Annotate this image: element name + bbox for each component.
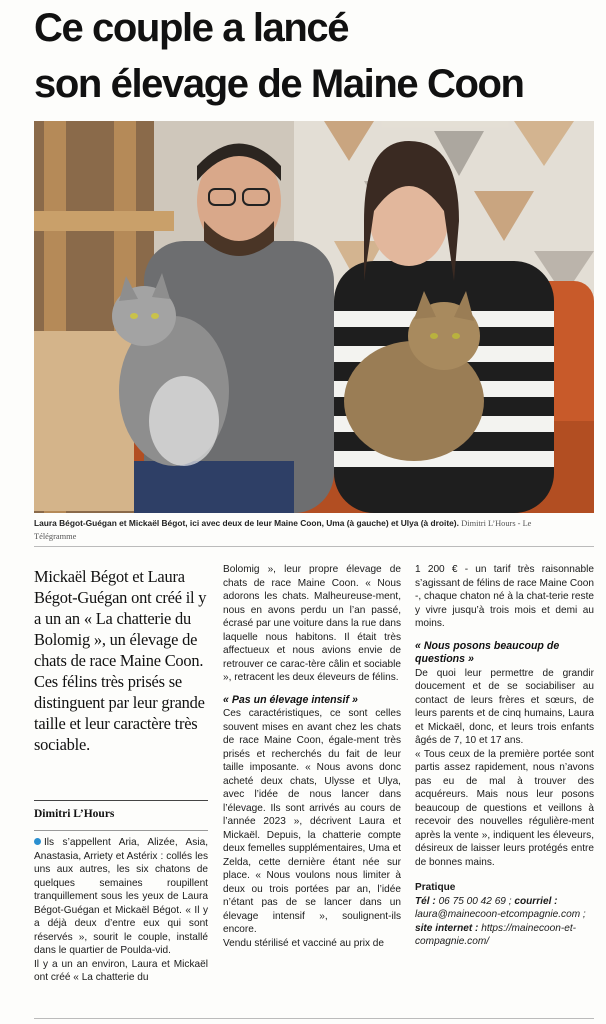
byline-divider-top bbox=[34, 800, 208, 801]
email-label: courriel : bbox=[514, 895, 558, 907]
column-2-paragraph-1: Bolomig », leur propre élevage de chats de race Maine Coon. « Nous adorons les chats. Malheureuse-ment, nous en avons perdu un l’an passé, écrasé par une voiture dans la rue dans laquelle nous habitons. Il était très affectueux et nous avions envie de retrouver ce carac-tère câlin et sociable », retracent les deux éleveurs de félins. bbox=[223, 564, 401, 683]
website-url: https://mainecoon-et-compagnie.com/ bbox=[415, 922, 577, 947]
headline-line-2: son élevage de Maine Coon bbox=[34, 62, 524, 106]
caption-text: Laura Bégot-Guégan et Mickaël Bégot, ici avec deux de leur Maine Coon, Uma (à gauche) et Ulya (à droite). bbox=[34, 518, 459, 528]
article-intro bbox=[34, 566, 208, 755]
email-address: laura@mainecoon-etcompagnie.com ; bbox=[415, 909, 586, 920]
practical-info-title: Pratique bbox=[415, 882, 456, 893]
column-3-subheading: « Nous posons beaucoup de questions » bbox=[415, 639, 560, 665]
website-label: site internet : bbox=[415, 922, 479, 934]
column-3-paragraph-3: « Tous ceux de la première portée sont partis assez rapidement, nous n’avons pas eu de mal à trouver des acquéreurs. Mais nous leur posons beaucoup de questions et veillons à recevoir des nouvelles régulière-ment après la vente », indiquent les éleveurs, désireux de laisser leurs protégés entre de bonnes mains. bbox=[415, 748, 594, 868]
phone-label: Tél : bbox=[415, 895, 436, 907]
article-headline bbox=[34, 0, 594, 112]
column-2-subheading: « Pas un élevage intensif » bbox=[223, 693, 358, 706]
article-column-1 bbox=[34, 836, 208, 985]
phone-number: 06 75 00 42 69 ; bbox=[438, 895, 512, 907]
headline-line-1: Ce couple a lancé bbox=[34, 6, 349, 50]
photo-credit: Dimitri L’Hours - Le bbox=[461, 519, 532, 528]
practical-info bbox=[415, 895, 594, 949]
column-2-paragraph-2: Ces caractéristiques, ce sont celles souvent mises en avant chez les chats de race Maine Coon, égale-ment très prisés et recherchés du fait de leur taille imposante. « Nous avons donc acheté deux chats, Ulysse et Ulya, avec l’idée de nous lancer dans l’élevage. Ils sont arrivés au cours de l’année 2023 », décrivent Laura et Mickaël. Depuis, la chatterie compte deux femelles supplémentaires, Uma et Zelda, cette dernière étant née sur place. « Nous voulons nous limiter à deux ou trois portées par an, l’idée n’étant pas de se lancer dans un élevage intensif », soulignent-ils encore. bbox=[223, 708, 401, 935]
column-3-paragraph-1: 1 200 € - un tarif très raisonnable s’agissant de félins de race Maine Coon -, chaque chaton né à la chat-terie reste y vivre jusqu’à trois mois et demi au moins. bbox=[415, 564, 594, 629]
byline-divider-bottom bbox=[34, 830, 208, 831]
column-2-paragraph-3: Vendu stérilisé et vacciné au prix de bbox=[223, 937, 385, 949]
article-column-3 bbox=[415, 563, 594, 949]
column-1-paragraph-1-text: Ils s’appellent Aria, Alizée, Asia, Anastasia, Arriety et Astérix : collés les uns aux autres, les six chatons de quelques semaines roupillent tranquillement sous les yeux de Laura Bégot-Guégan et Mickaël Bégot. « Il y a déjà deux d’entre eux qui sont réservés », sourit le couple, installé dans le quartier de Poulda-vid. bbox=[34, 837, 208, 956]
photo-credit-line-2: Télégramme bbox=[34, 532, 77, 541]
bullet-icon bbox=[34, 838, 41, 845]
intro-paragraph-2: Ces félins très prisés se distinguent par leur grande taille et leur caractère très sociable. bbox=[34, 672, 205, 754]
article-column-2 bbox=[223, 563, 401, 950]
bottom-divider bbox=[34, 1018, 594, 1019]
intro-paragraph-1: Mickaël Bégot et Laura Bégot-Guégan ont créé il y a un an « La chatterie du Bolomig », un élevage de chats de race Maine Coon. bbox=[34, 567, 207, 670]
column-3-paragraph-2: De quoi leur permettre de grandir doucement et de se sociabiliser au contact de leurs frères et sœurs, de leurs parents et de cinq humains, Laura et Mickaël, donc, et leurs trois enfants âgés de 7, 10 et 17 ans. bbox=[415, 667, 594, 746]
caption-divider bbox=[34, 546, 594, 547]
column-1-paragraph-2: Il y a un an environ, Laura et Mickaël ont créé « La chatterie du bbox=[34, 958, 208, 983]
author-byline: Dimitri L’Hours bbox=[34, 808, 115, 820]
column-1-paragraph-1 bbox=[34, 836, 208, 958]
couple-with-cats-photo bbox=[34, 121, 594, 513]
photo-caption bbox=[34, 517, 594, 543]
